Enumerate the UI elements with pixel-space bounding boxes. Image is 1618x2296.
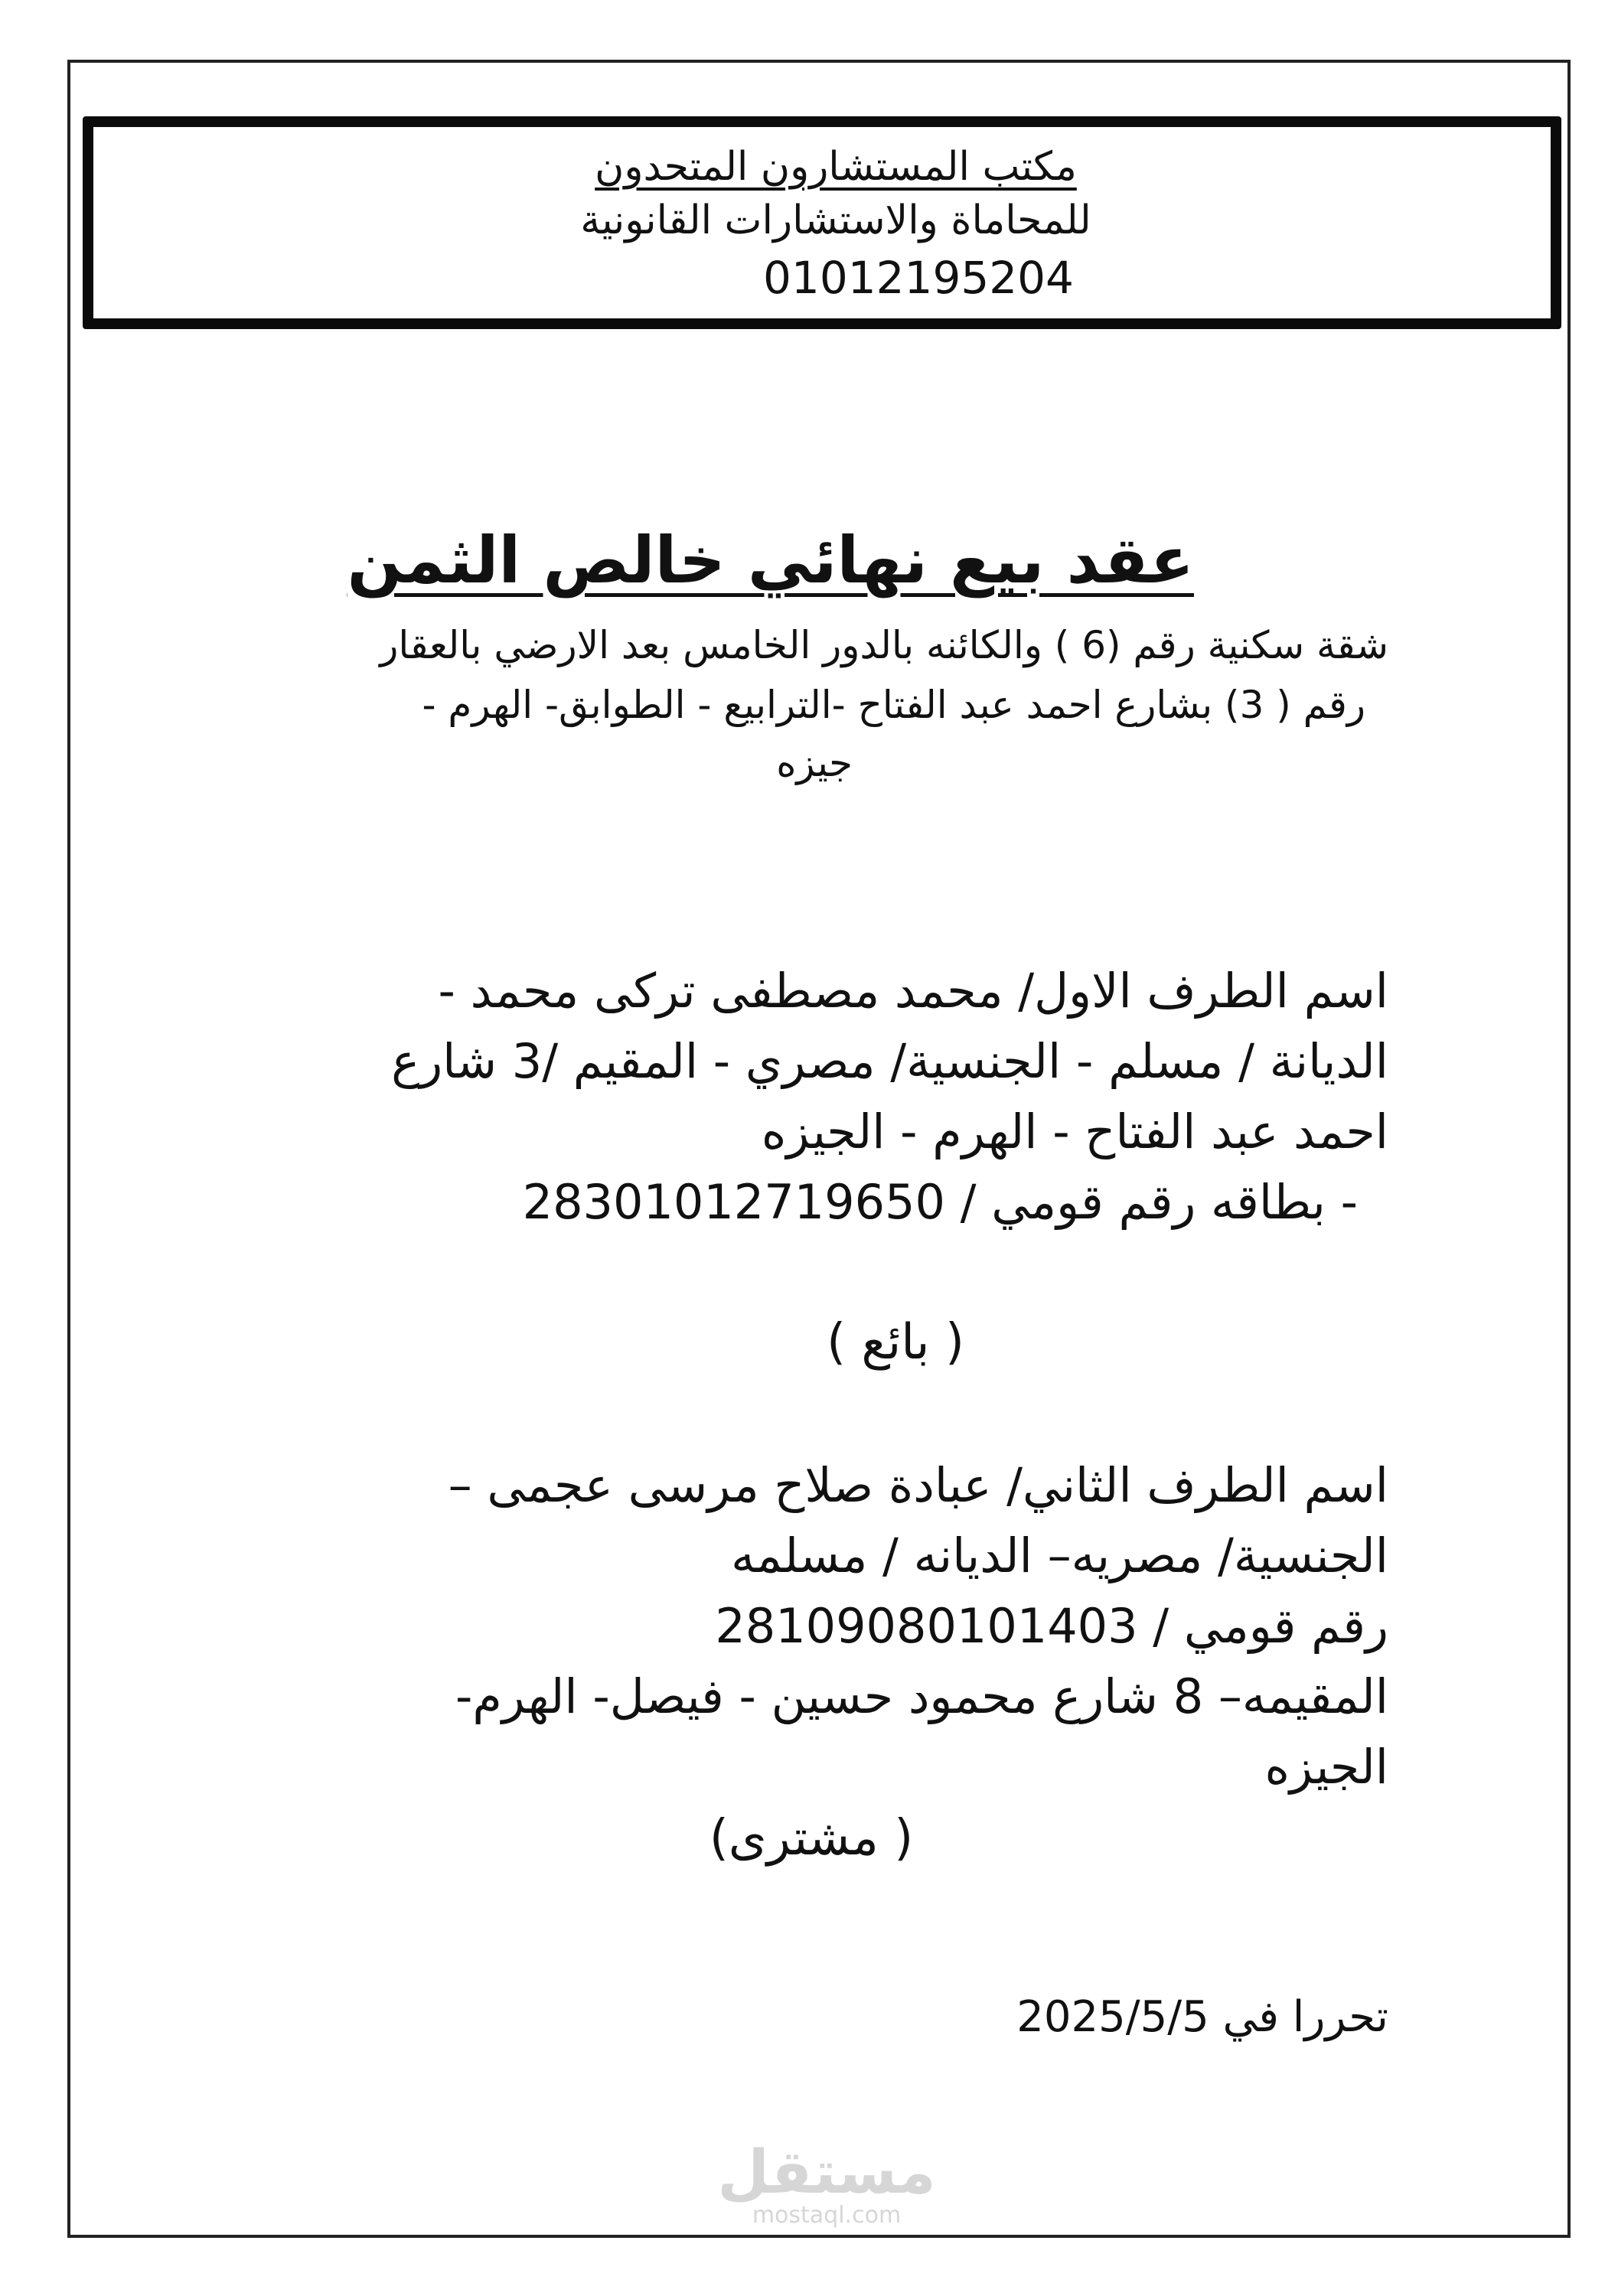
second-party-line: الجيزه: [1264, 1739, 1388, 1795]
office-phone: 01012195204: [763, 252, 1074, 304]
first-party-line: احمد عبد الفتاح - الهرم - الجيزه: [761, 1104, 1388, 1159]
second-party-line: المقيمه– 8 شارع محمود حسين - فيصل- الهرم-: [455, 1668, 1388, 1724]
second-party-national-id: رقم قومي / 28109080101403: [715, 1598, 1388, 1654]
contract-date: تحررا في 2025/5/5: [1016, 1992, 1388, 2042]
property-description-line: جيزه: [776, 741, 853, 785]
buyer-role-label: ( مشترى): [709, 1810, 914, 1867]
property-description-line: شقة سكنية رقم (6 ) والكائنه بالدور الخامس بعد الارضي بالعقار: [380, 623, 1388, 667]
seller-role-label: ( بائع ): [827, 1314, 964, 1371]
office-name: مكتب المستشارون المتحدون: [595, 144, 1077, 190]
property-description-line: رقم ( 3) بشارع احمد عبد الفتاح -الترابيع - الطوابق- الهرم -: [422, 683, 1365, 727]
first-party-line: الديانة / مسلم - الجنسية/ مصري - المقيم /3 شارع: [391, 1033, 1388, 1089]
watermark-latin: mostaql.com: [752, 2202, 902, 2229]
office-subtitle: للمحاماة والاستشارات القانونية: [580, 197, 1091, 243]
second-party-line: اسم الطرف الثاني/ عبادة صلاح مرسى عجمى –: [448, 1457, 1388, 1513]
first-party-national-id: - بطاقه رقم قومي / 28301012719650: [522, 1174, 1358, 1230]
watermark-arabic: مستقل: [717, 2138, 936, 2207]
mostaql-watermark: [689, 2138, 964, 2229]
second-party-line: الجنسية/ مصريه– الديانه / مسلمه: [731, 1528, 1388, 1583]
contract-title: عقد بيع نهائي خالص الثمن: [347, 523, 1194, 598]
first-party-line: اسم الطرف الاول/ محمد مصطفى تركى محمد -: [438, 963, 1388, 1019]
